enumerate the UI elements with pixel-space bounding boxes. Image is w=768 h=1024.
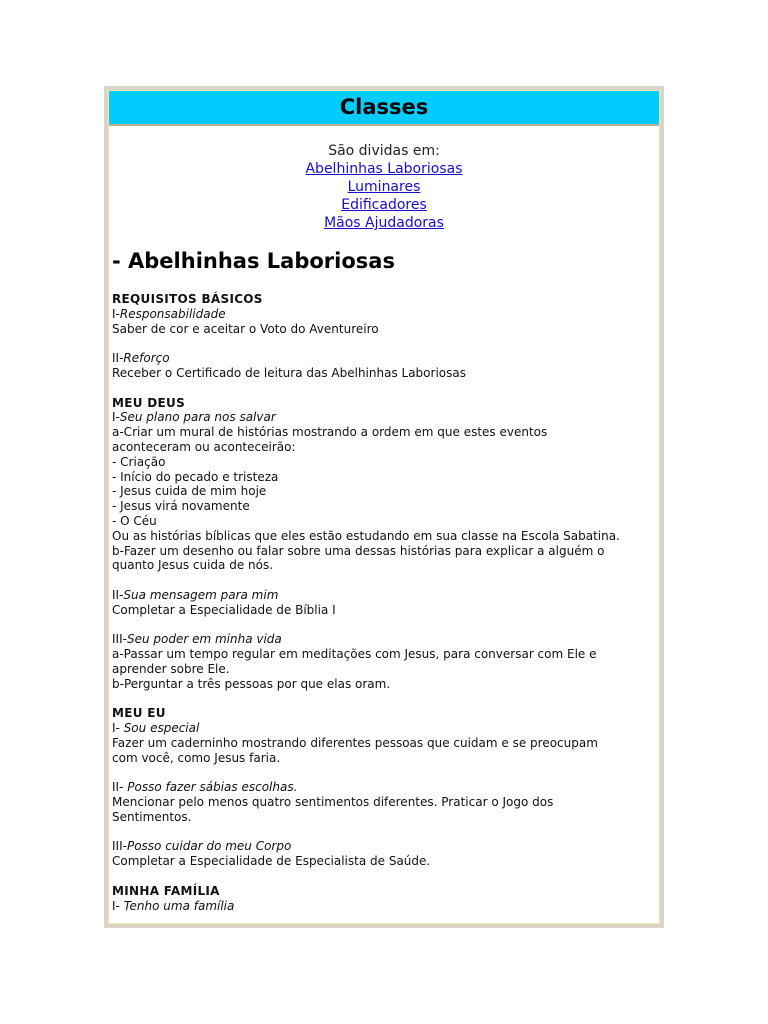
item-title: Tenho uma família [123,898,235,913]
item-title: Responsabilidade [119,306,226,321]
me-item-3-text: Completar a Especialidade de Especialista de Saúde. [112,854,431,869]
item-title: Posso cuidar do meu Corpo [126,839,292,854]
item-title: Reforço [123,351,170,366]
item-number: I- [112,721,124,736]
page-frame [104,86,664,928]
item-number: II- [112,587,124,602]
item-number: I- [112,898,124,913]
item-title: Seu poder em minha vida [126,632,282,647]
me-item-2-line1: Mencionar pelo menos quatro sentimentos diferentes. Praticar o Jogo dos [112,795,554,810]
basic-item-2-heading [112,351,659,366]
god-item-3-a-line1: a-Passar um tempo regular em meditações com Jesus, para conversar com Ele e [112,647,597,662]
list-item: - Jesus cuida de mim hoje [112,484,267,499]
my-self-label: MEU EU [112,706,166,721]
item-number: I- [112,410,120,425]
content-box [108,90,660,924]
god-item-1-b-line1: b-Fazer um desenho ou falar sobre uma dessas histórias para explicar a alguém o [112,543,605,558]
god-item-1-or-text: Ou as histórias bíblicas que eles estão estudando em sua classe na Escola Sabatina. [112,528,620,543]
god-item-1-a-line1: a-Criar um mural de histórias mostrando a ordem em que estes eventos [112,425,548,440]
me-item-1-line1: Fazer um caderninho mostrando diferentes pessoas que cuidam e se preocupam [112,735,598,750]
page-title: Classes [109,91,659,126]
item-number: III- [112,632,127,647]
item-title: Posso fazer sábias escolhas. [127,780,298,795]
family-item-1-heading [112,899,659,914]
intro-text: São dividas em: [328,143,440,159]
god-item-3-b: b-Perguntar a três pessoas por que elas oram. [112,676,391,691]
me-item-2-line2: Sentimentos. [112,809,192,824]
my-family-label: MINHA FAMÍLIA [112,883,220,898]
god-item-3-a-line2: aprender sobre Ele. [112,661,230,676]
god-item-2-heading [112,588,659,603]
god-item-1-b-line2: quanto Jesus cuida de nós. [112,558,274,573]
item-number: II- [112,780,128,795]
me-item-1-heading [112,721,659,736]
god-item-1-heading [112,410,659,425]
me-item-3-heading [112,839,659,854]
item-title: Seu plano para nos salvar [119,410,276,425]
link-luminares[interactable]: Luminares [347,179,421,195]
item-number: III- [112,839,127,854]
list-item: - Início do pecado e tristeza [112,469,279,484]
god-item-1-a-line2: aconteceram ou aconteceirão: [112,439,296,454]
link-abelhinhas-laboriosas[interactable]: Abelhinhas Laboriosas [305,161,463,177]
basic-item-1-text: Saber de cor e aceitar o Voto do Aventureiro [112,321,379,336]
main-content [109,248,659,913]
list-item: - Jesus virá novamente [112,499,250,514]
link-edificadores[interactable]: Edificadores [341,197,427,213]
god-item-2-text: Completar a Especialidade de Bíblia I [112,602,336,617]
my-god-label: MEU DEUS [112,395,186,410]
basic-item-1-heading [112,307,659,322]
item-title: Sua mensagem para mim [123,587,279,602]
intro-block [109,142,659,232]
item-number: II- [112,351,124,366]
item-title: Sou especial [123,721,200,736]
item-number: I- [112,306,120,321]
section-title: - Abelhinhas Laboriosas [112,249,395,273]
link-maos-ajudadoras[interactable]: Mãos Ajudadoras [324,215,444,231]
me-item-1-line2: com você, como Jesus faria. [112,750,281,765]
basic-requirements-label: REQUISITOS BÁSICOS [112,292,263,306]
god-item-3-heading [112,632,659,647]
basic-item-2-text: Receber o Certificado de leitura das Abelhinhas Laboriosas [112,365,466,380]
list-item: - Criação [112,454,166,469]
me-item-2-heading [112,780,659,795]
list-item: - O Céu [112,513,157,528]
